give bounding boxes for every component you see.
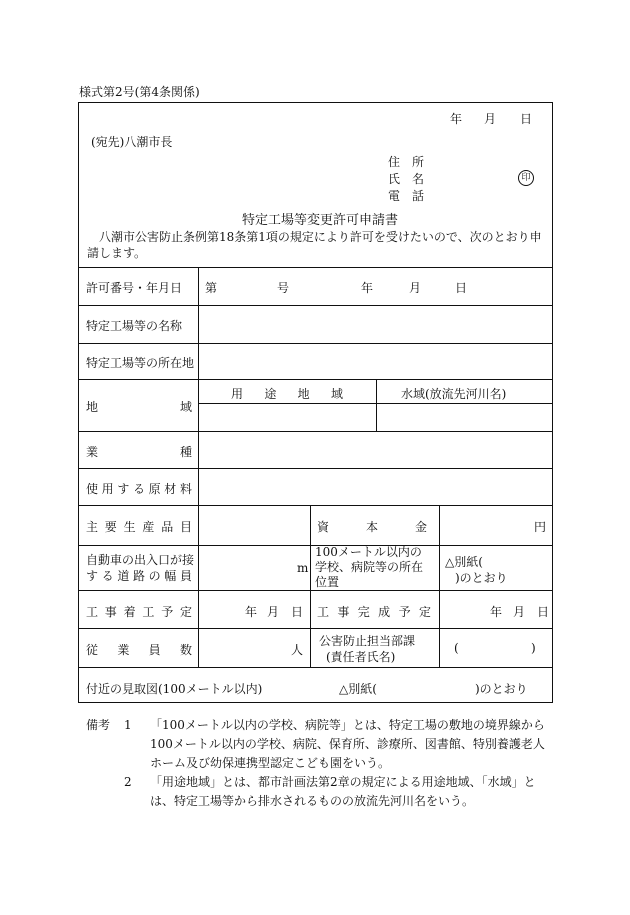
end-day: 日 [537,605,550,619]
note-number-1: 1 [124,718,132,732]
end-year: 年 [490,605,503,619]
date-day-label: 日 [520,112,533,126]
date-month-label: 月 [484,112,497,126]
permit-day: 日 [455,281,468,295]
employees-unit: 人 [291,643,304,657]
water-header: 水域(放流先河川名) [401,387,507,401]
note-text-1: 「100メートル以内の学校、病院等」とは、特定工場の敷地の境界線から100メートル以内の学校、病院、保育所、診療所、図書館、特別養護老人ホーム及び幼保連携型認定こども園をいう。 [150,718,545,770]
note-text-2: 「用途地域」とは、都市計画法第2章の規定による用途地域、「水域」とは、特定工場等から排水されるものの放流先河川名をいう。 [150,775,536,808]
start-day: 日 [291,605,304,619]
pollution-label-line1: 公害防止担当部課 [319,634,416,648]
permit-dai: 第 [205,281,218,295]
school-label-line2: 学校、病院等の所在 [315,560,424,574]
map-label: 付近の見取図(100メートル以内) [86,682,263,696]
phone-label: 電 話 [388,189,425,203]
products-label: 主 要 生 産 品 目 [86,520,192,534]
note-number-2: 2 [124,775,132,789]
school-annex-line1: △別紙( [445,555,483,569]
capital-unit: 円 [534,520,547,534]
school-annex-line2: )のとおり [455,571,508,585]
map-annex-open: △別紙( [339,682,377,696]
road-unit: m [297,561,309,575]
road-label-line1: 自動車の出入口が接 [86,553,195,567]
form-caption: 様式第2号(第4条関係) [79,85,200,99]
end-month: 月 [513,605,526,619]
addressee: (宛先)八潮市長 [91,135,173,149]
permit-year: 年 [361,281,374,295]
map-annex-close: )のとおり [475,682,528,696]
notes [86,716,556,811]
intro-text: 八潮市公害防止条例第18条第1項の規定により許可を受けたいので、次のとおり申請します。 [87,230,542,260]
pollution-label-line2: (責任者氏名) [326,650,396,664]
address-label: 住 所 [388,155,425,169]
date-year-label: 年 [450,112,463,126]
area-label: 地 域 [86,400,192,414]
notes-label: 備考 [86,718,111,732]
pollution-paren-close: ) [531,641,536,655]
form-title: 特定工場等変更許可申請書 [242,213,399,228]
zone-header: 用 途 地 域 [231,387,343,401]
permit-go: 号 [277,281,290,295]
permit-label: 許可番号・年月日 [86,281,183,295]
start-year: 年 [245,605,258,619]
road-label-line2: す る 道 路 の 幅 員 [86,569,192,583]
seal-mark: 印 [518,170,534,186]
start-month: 月 [267,605,280,619]
business-label: 業 種 [86,445,192,459]
school-label-line3: 位置 [315,575,340,589]
factory-name-label: 特定工場等の名称 [86,319,183,333]
construction-start-label: 工 事 着 工 予 定 [86,605,192,619]
materials-label: 使 用 す る 原 材 料 [86,482,192,496]
permit-month: 月 [409,281,422,295]
pollution-paren-open: ( [454,641,459,655]
employees-label: 従 業 員 数 [86,643,192,657]
construction-end-label: 工 事 完 成 予 定 [317,605,431,619]
capital-label: 資 本 金 [317,520,427,534]
application-form [78,102,553,703]
factory-location-label: 特定工場等の所在地 [86,356,195,370]
school-label-line1: 100メートル以内の [315,545,422,559]
name-label: 氏 名 [388,172,425,186]
